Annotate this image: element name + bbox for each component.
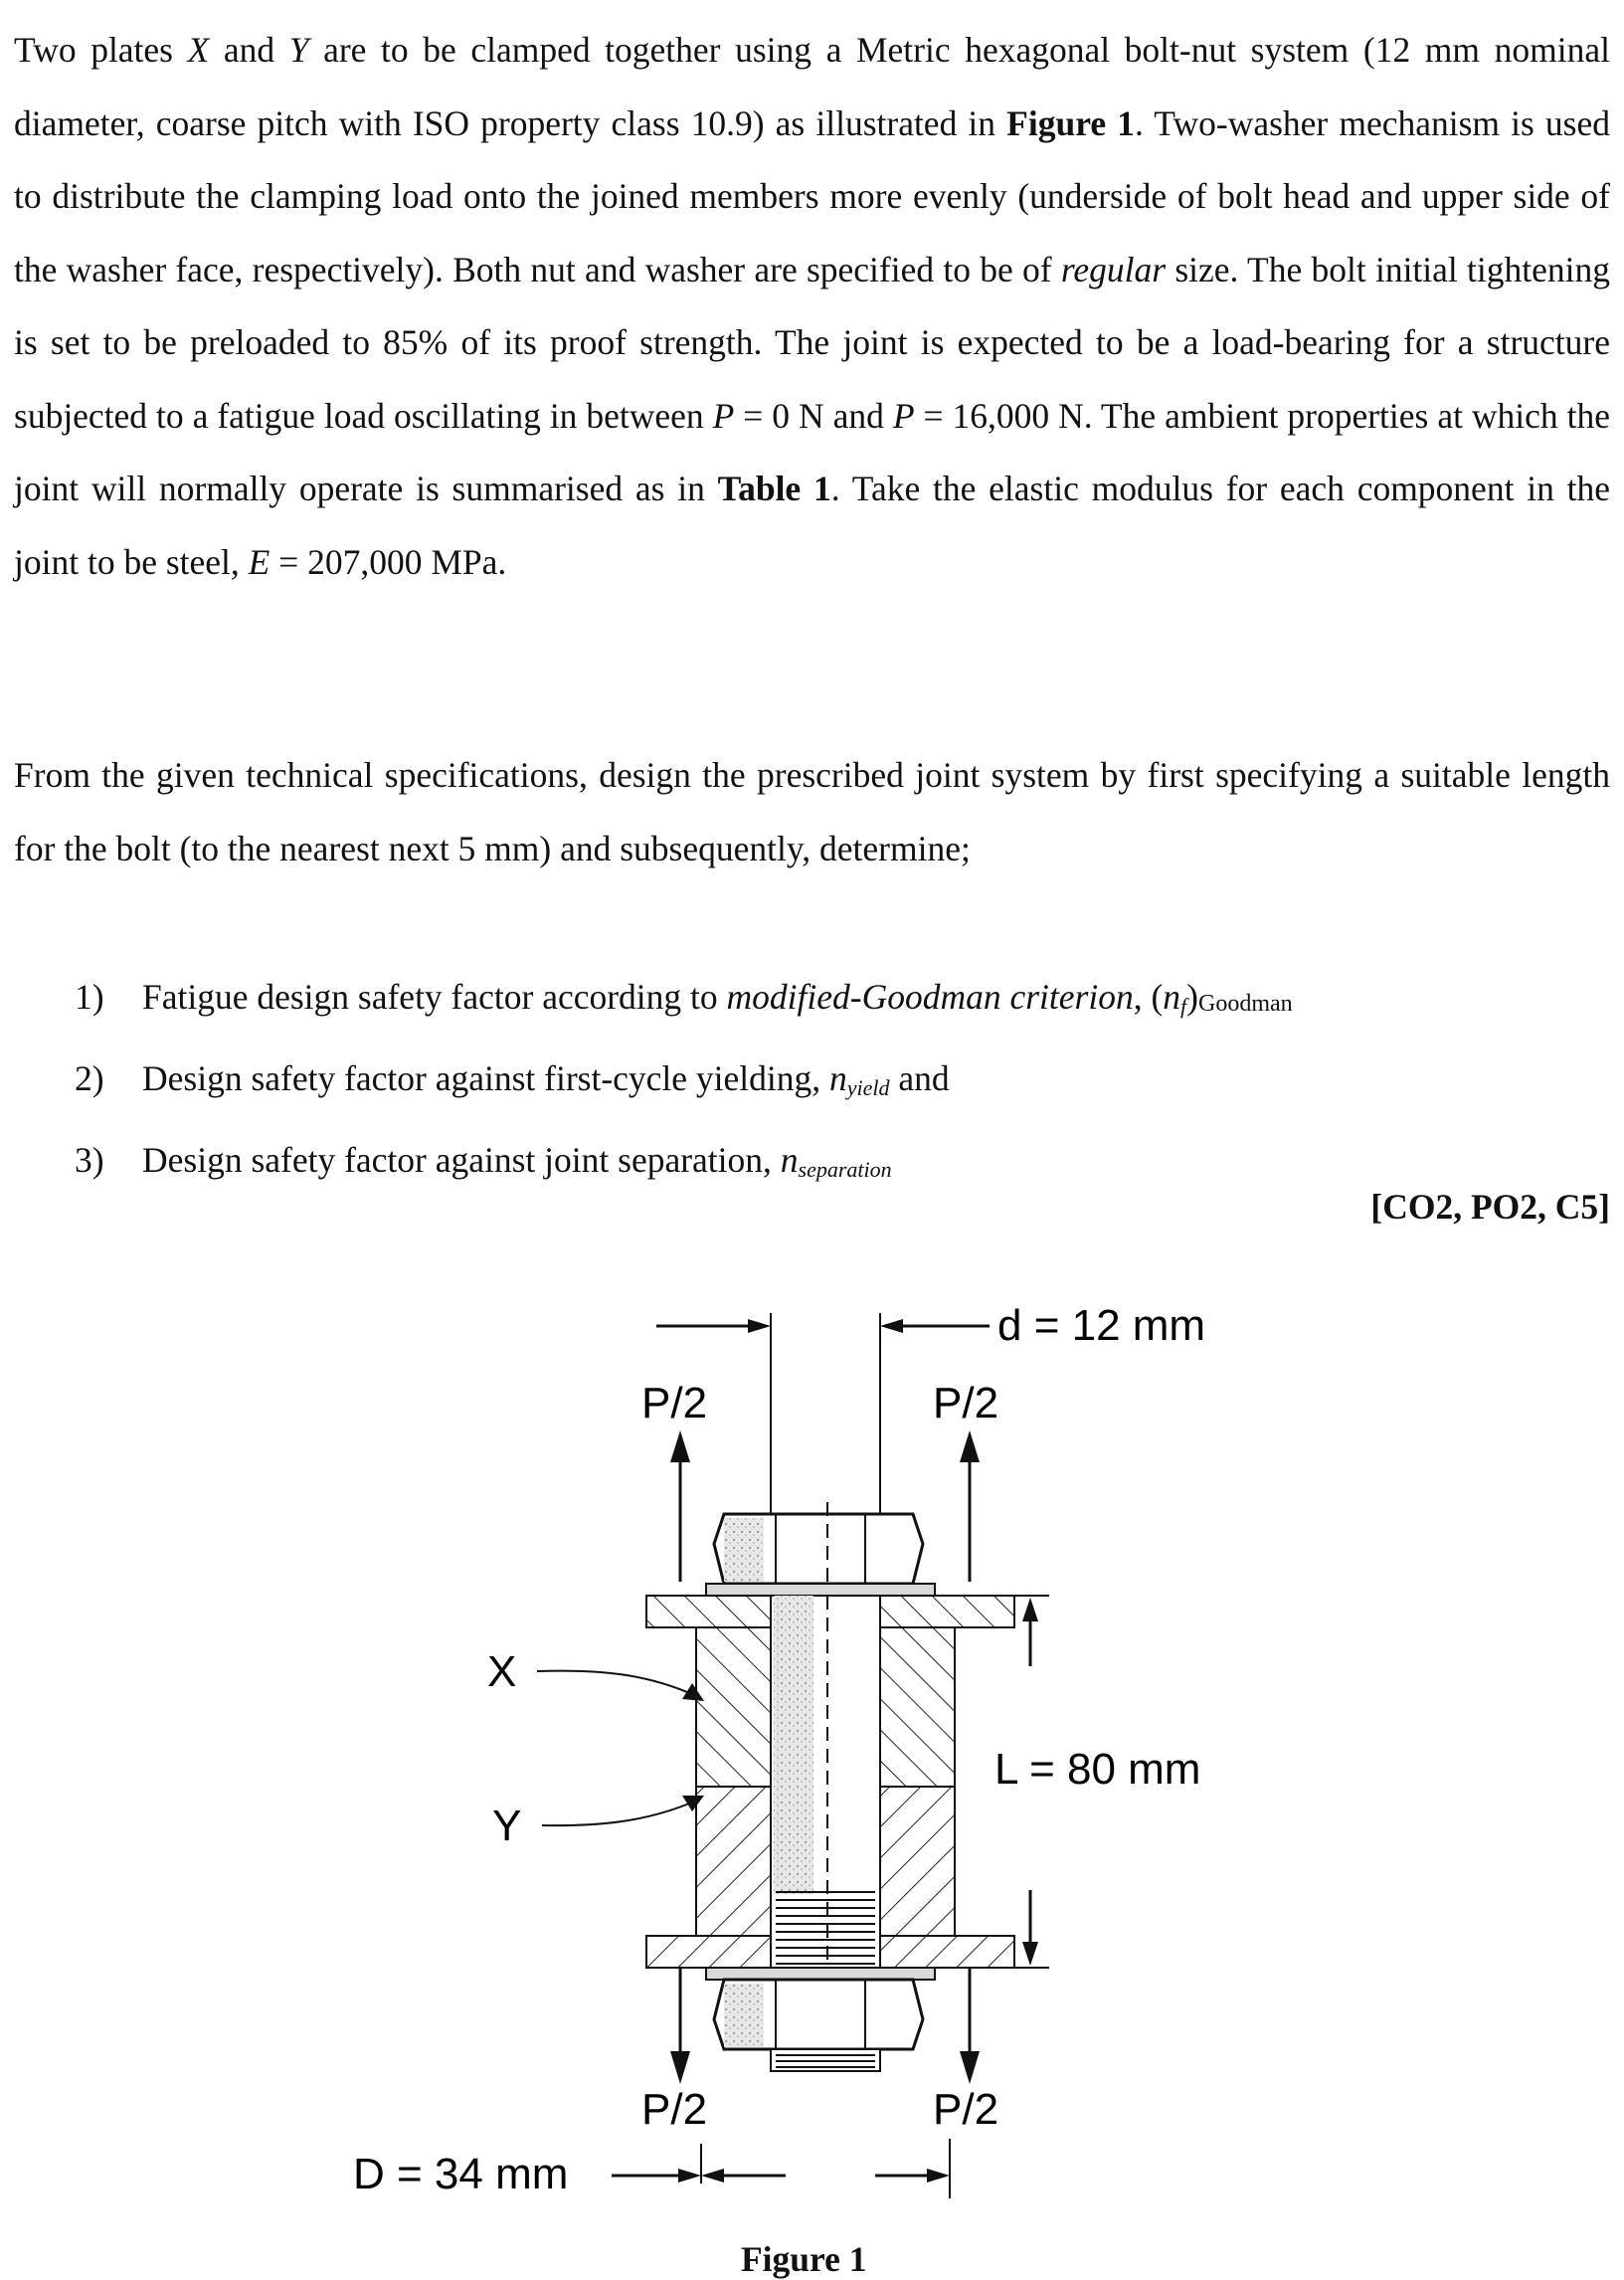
diameter-label: d = 12 mm [997,1301,1206,1350]
length-dimension [994,1596,1200,1968]
bottom-washer [706,1968,935,1980]
task-statement: From the given technical specifications, design the prescribed joint system by first specifying a suitable length for the bolt (to the nearest next 5 mm) and subsequently, determine; [14,755,1610,868]
washer-diameter-label: D = 34 mm [353,2150,569,2198]
length-label: L = 80 mm [994,1745,1201,1794]
figure-caption: Figure 1 [741,2239,867,2279]
plate-y-label: Y [492,1802,522,1850]
top-washer [706,1584,935,1596]
problem-statement: Two plates X and Y are to be clamped together using a Metric hexagonal bolt-nut system (12 mm nominal diameter, coarse pitch with ISO property class 10.9) as illustrated in Figure 1. Two-washer mechanism is used to distribute the clamping load onto the joined members more evenly (underside of bolt head and upper side of the washer face, respectively). Both nut and washer are specified to be of regular size. The bolt initial tightening is set to be preloaded to 85% of its proof strength. The joint is expected to be a load-bearing for a structure subjected to a fatigue load oscillating in between P = 0 N and P = 16,000 N. The ambient properties at which the joint will normally operate is summarised as in Table 1. Take the elastic modulus for each component in the joint to be steel, E = 207,000 MPa. [14,30,1611,582]
regular-term: regular [1060,249,1167,289]
question-item: 3) Design safety factor against joint separation, $n_{separation}$ [75,1140,892,1182]
plate-x-var: X [187,30,210,70]
question-item: 2) Design safety factor against first-cycle yielding, $n_{yield}$ and [75,1058,950,1100]
load-label-top-left: P/2 [641,1379,708,1427]
load-label-top-right: P/2 [933,1379,999,1427]
plate-leaders [487,1647,704,1850]
table-ref: Table 1 [717,469,831,508]
question-item: 1) Fatigue design safety factor according to modified-Goodman criterion, $(n_f)_{Goodman}$ [75,977,1293,1019]
plate-y-var: Y [288,30,309,70]
load-label-bottom-right: P/2 [933,2085,999,2134]
load-label-bottom-left: P/2 [641,2085,708,2134]
nut [714,1980,923,2071]
plate-x-label: X [487,1647,517,1696]
bolt-joint-figure [0,1283,1624,2218]
figure-ref: Figure 1 [1006,102,1135,143]
question-list [75,961,1536,1206]
washer-diameter-dimension [353,2139,950,2198]
bolt-head [714,1502,923,1592]
course-outcome-ref: [CO2, PO2, C5] [1370,1187,1610,1227]
